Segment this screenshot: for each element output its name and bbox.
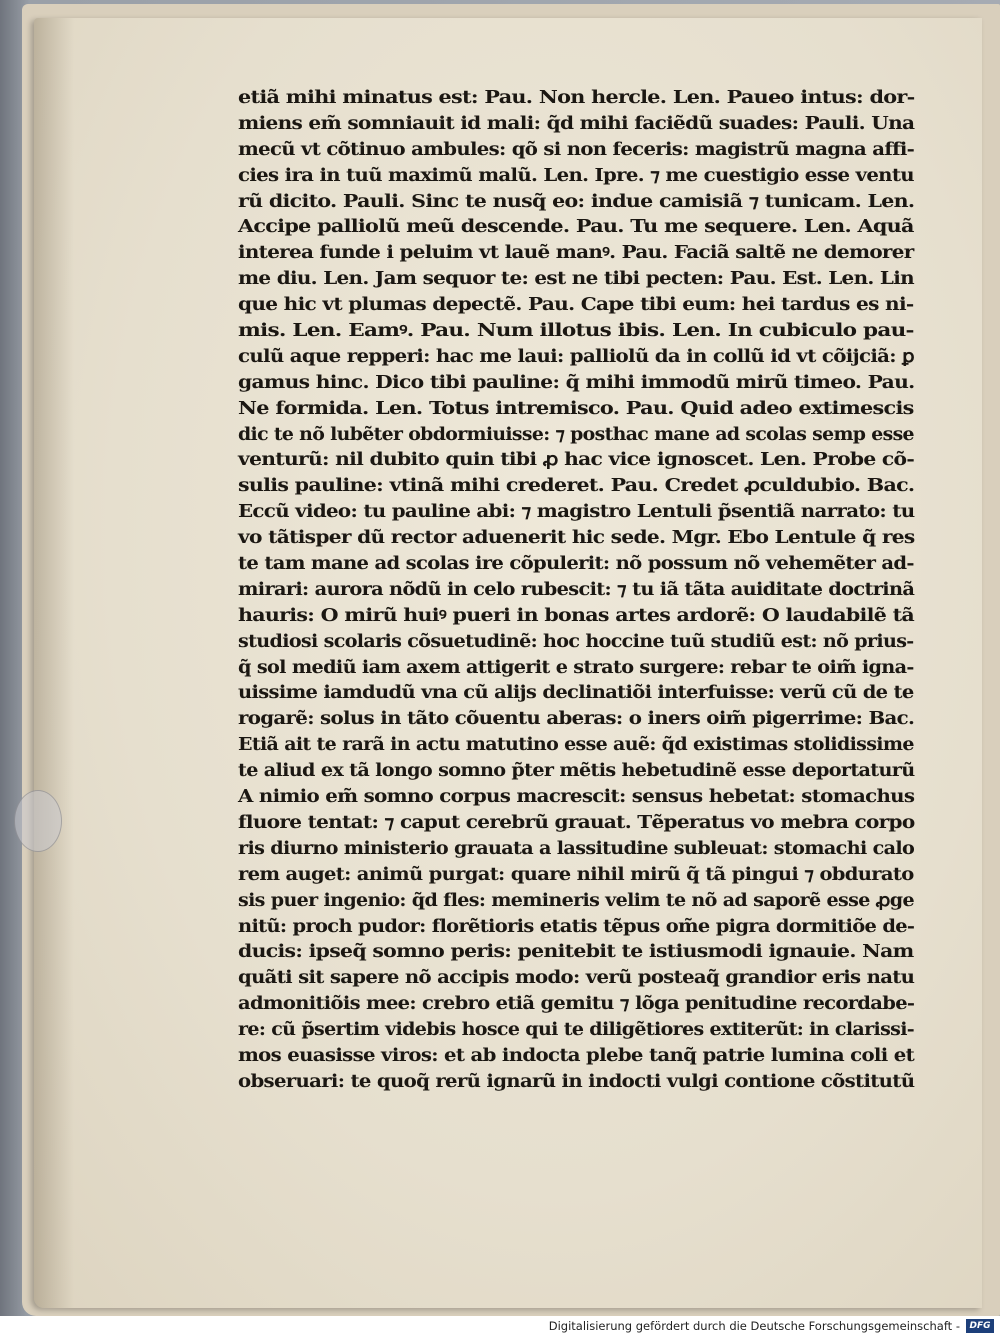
text-line: fluore tentat: ⁊ caput cerebrũ grauat. Tẽperatus vo mebra corpo xyxy=(238,812,915,833)
text-line: Eccũ video: tu pauline abi: ⁊ magistro Lentuli p̃sentiã narrato: tu xyxy=(238,502,915,523)
text-line: studiosi scolaris cõsuetudinẽ: hoc hoccine tuũ studiũ est: nõ prius- xyxy=(238,631,914,652)
text-line: ris diurno ministerio grauata a lassitudine subleuat: stomachi calo xyxy=(238,838,915,859)
text-line: nitũ: proch pudor: florẽtioris etatis tẽpus om̃e pigra dormitiõe de- xyxy=(238,916,915,937)
text-line: mecũ vt cõtinuo ambules: qõ si non feceris: magistrũ magna affi- xyxy=(238,139,915,160)
text-line: cies ira in tuũ maximũ malũ. Len. Ipre. ⁊ me cuestigio esse ventu xyxy=(238,165,914,186)
gutter-shadow xyxy=(34,18,74,1308)
text-line: sulis pauline: vtinã mihi crederet. Pau. Credet ꝓculdubio. Bac. xyxy=(238,476,915,497)
text-line: interea funde i peluim vt lauẽ manꝰ. Pau. Faciã saltẽ ne demorer xyxy=(238,243,914,264)
text-line: rogarẽ: solus in tãto cõuentu aberas: o iners oim̃ pigerrime: Bac. xyxy=(238,709,915,730)
text-line: Ne formida. Len. Totus intremisco. Pau. Quid adeo extimescis xyxy=(238,398,914,419)
text-line: miens em̃ somniauit id mali: q̃d mihi faciẽdũ suades: Pauli. Una xyxy=(238,113,915,134)
page-text xyxy=(238,86,914,1096)
text-line: sis puer ingenio: q̃d fles: memineris velim te nõ ad saporẽ esse ꝓge xyxy=(238,890,914,911)
text-line: mirari: aurora nõdũ in celo rubescit: ⁊ tu iã tãta auiditate doctrinã xyxy=(238,579,915,600)
text-line: etiã mihi minatus est: Pau. Non hercle. Len. Paueo intus: dor- xyxy=(238,88,915,108)
text-line: dic te nõ lubẽter obdormiuisse: ⁊ posthac mane ad scolas semp esse xyxy=(238,424,914,445)
text-line: admonitiõis mee: crebro etiã gemitu ⁊ lõga penitudine recordabe- xyxy=(238,994,915,1015)
text-line: uissime iamdudũ vna cũ alijs declinatiõi interfuisse: verũ cũ de te xyxy=(238,683,914,704)
text-line: me diu. Len. Jam sequor te: est ne tibi pecten: Pau. Est. Len. Lin xyxy=(238,269,914,290)
text-line: A nimio em̃ somno corpus macrescit: sensus hebetat: stomachus xyxy=(238,787,915,808)
clip-mark xyxy=(14,790,62,852)
text-line: rũ dicito. Pauli. Sinc te nusq̃ eo: indue camisiã ⁊ tunicam. Len. xyxy=(238,191,915,212)
text-line: vo tãtisper dũ rector aduenerit hic sede. Mgr. Ebo Lentule q̃ res xyxy=(238,528,915,549)
text-line: mos euasisse viros: et ab indocta plebe tanq̃ patrie lumina coli et xyxy=(238,1045,915,1066)
text-line: q̃ sol mediũ iam axem attigerit e strato surgere: rebar te oim̃ igna- xyxy=(238,657,914,678)
dfg-logo: DFG xyxy=(966,1319,994,1333)
text-line: venturũ: nil dubito quin tibi ꝓ hac vice ignoscet. Len. Probe cõ- xyxy=(238,450,915,471)
text-line: re: cũ p̃sertim videbis hosce qui te diligẽtiores extiterũt: in clarissi- xyxy=(238,1020,915,1041)
text-line: Etiã ait te rarã in actu matutino esse auẽ: q̃d existimas stolidissime xyxy=(238,735,914,756)
credit-text: Digitalisierung gefördert durch die Deutsche Forschungsgemeinschaft - xyxy=(548,1319,960,1333)
text-line: hauris: O mirũ huiꝰ pueri in bonas artes ardorẽ: O laudabilẽ tã xyxy=(238,605,915,626)
text-line: ducis: ipseq̃ somno peris: penitebit te istiusmodi ignauie. Nam xyxy=(238,942,914,963)
text-line: rem auget: animũ purgat: quare nihil mirũ q̃ tã pingui ⁊ obdurato xyxy=(238,864,914,885)
text-line: mis. Len. Eamꝰ. Pau. Num illotus ibis. Len. In cubiculo pau- xyxy=(238,321,914,342)
text-line: gamus hinc. Dico tibi pauline: q̃ mihi immodũ mirũ timeo. Pau. xyxy=(238,372,915,393)
text-line: quãti sit sapere nõ accipis modo: verũ posteaq̃ grandior eris natu xyxy=(238,968,915,989)
text-line: te tam mane ad scolas ire cõpulerit: nõ possum nõ vehemẽter ad- xyxy=(238,554,914,575)
text-line: culũ aque repperi: hac me laui: palliolũ da in collũ id vt cõijciã: ꝑ xyxy=(238,346,914,367)
credit-footer xyxy=(0,1316,1000,1337)
text-line: que hic vt plumas depectẽ. Pau. Cape tibi eum: hei tardus es ni- xyxy=(238,295,914,316)
text-line: obseruari: te quoq̃ rerũ ignarũ in indocti vulgi contione cõstitutũ xyxy=(238,1071,915,1092)
text-line: Accipe palliolũ meũ descende. Pau. Tu me sequere. Len. Aquã xyxy=(238,217,914,238)
text-line: te aliud ex tã longo somno p̃ter mẽtis hebetudinẽ esse deportaturũ xyxy=(238,761,915,782)
